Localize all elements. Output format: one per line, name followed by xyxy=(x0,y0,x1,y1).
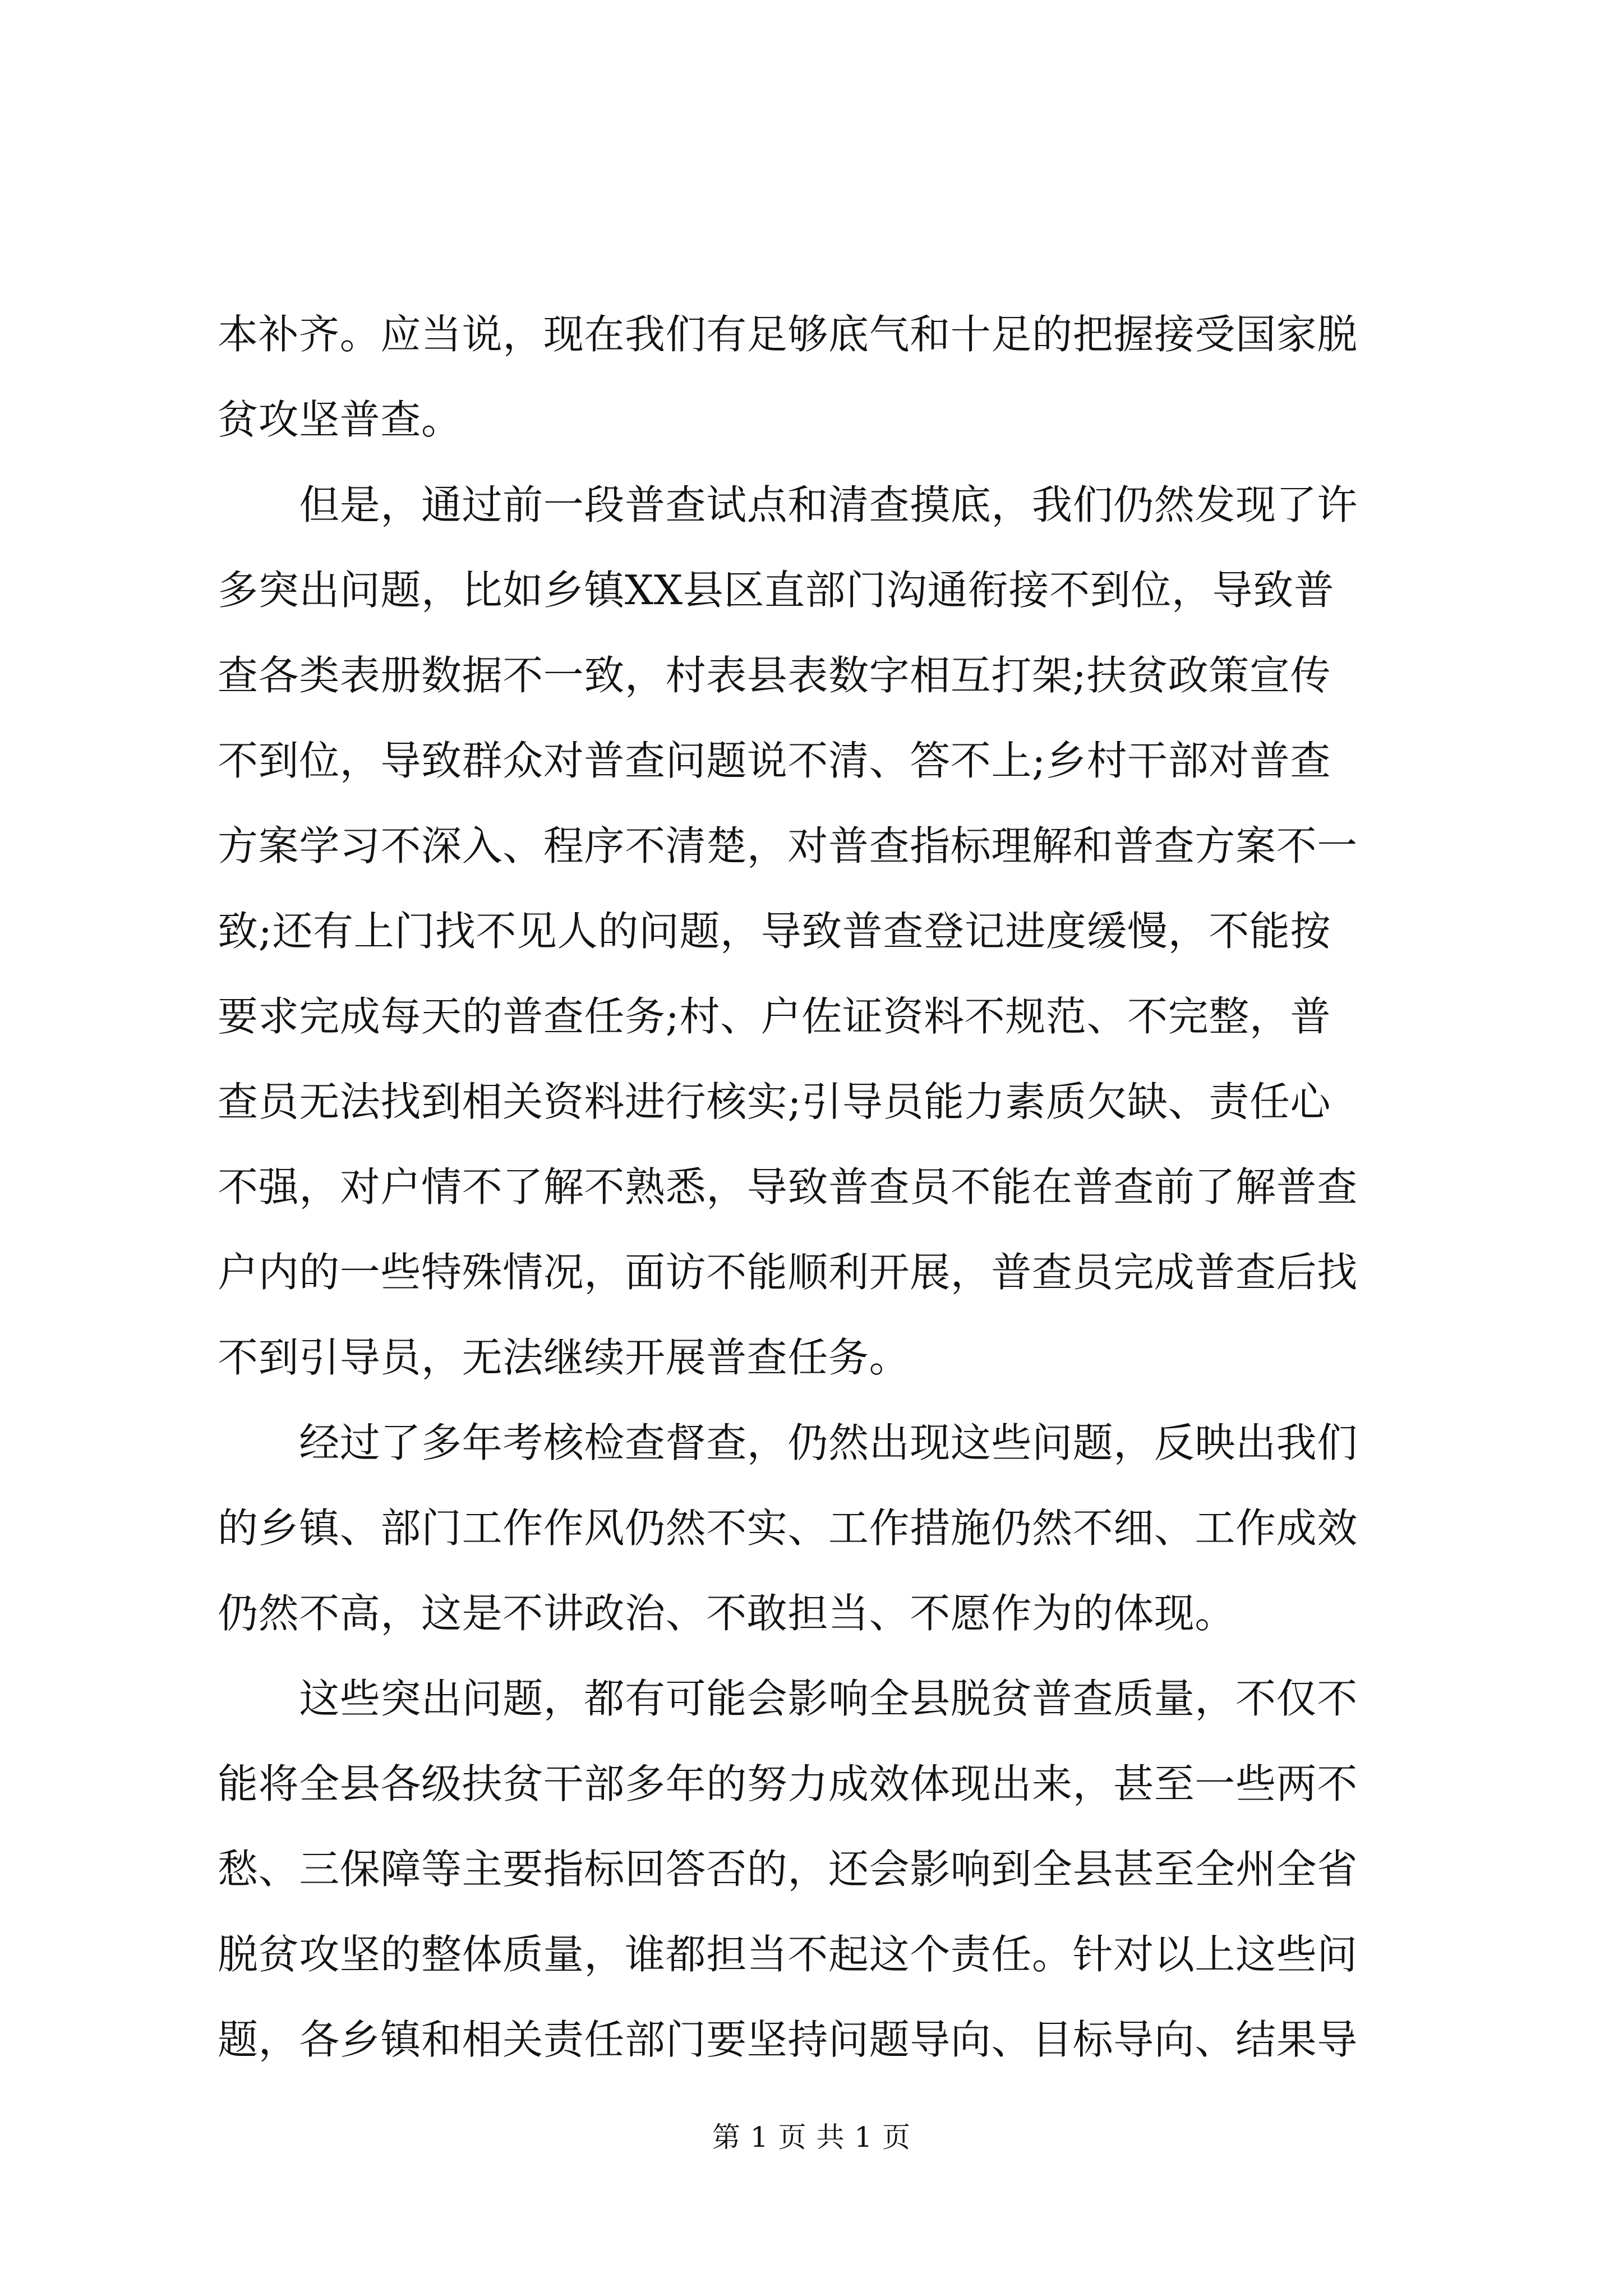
body-text-line: 题，各乡镇和相关责任部门要坚持问题导向、目标导向、结果导 xyxy=(218,2016,1358,2063)
body-text-line: 不强，对户情不了解不熟悉，导致普查员不能在普查前了解普查 xyxy=(218,1163,1358,1211)
body-text-line: 但是，通过前一段普查试点和清查摸底，我们仍然发现了许 xyxy=(218,481,1358,528)
body-text-line: 不到引导员，无法继续开展普查任务。 xyxy=(218,1334,910,1381)
body-text-line: 户内的一些特殊情况，面访不能顺利开展，普查员完成普查后找 xyxy=(218,1249,1358,1296)
body-text-line: 查员无法找到相关资料进行核实;引导员能力素质欠缺、责任心 xyxy=(218,1078,1331,1125)
body-text-line: 脱贫攻坚的整体质量，谁都担当不起这个责任。针对以上这些问 xyxy=(218,1931,1358,1978)
body-text-line: 能将全县各级扶贫干部多年的努力成效体现出来，甚至一些两不 xyxy=(218,1760,1358,1807)
body-text-line: 的乡镇、部门工作作风仍然不实、工作措施仍然不细、工作成效 xyxy=(218,1504,1358,1552)
body-text-line: 愁、三保障等主要指标回答否的，还会影响到全县甚至全州全省 xyxy=(218,1846,1358,1893)
body-text-line: 要求完成每天的普查任务;村、户佐证资料不规范、不完整，普 xyxy=(218,993,1331,1040)
body-text-line: 查各类表册数据不一致，村表县表数字相互打架;扶贫政策宣传 xyxy=(218,652,1331,699)
body-text-line: 多突出问题，比如乡镇XX县区直部门沟通衔接不到位，导致普 xyxy=(218,567,1335,614)
body-text-line: 贫攻坚普查。 xyxy=(218,396,462,443)
body-text-line: 经过了多年考核检查督查，仍然出现这些问题，反映出我们 xyxy=(218,1419,1358,1466)
body-text-line: 致;还有上门找不见人的问题，导致普查登记进度缓慢，不能按 xyxy=(218,908,1331,955)
body-text-line: 方案学习不深入、程序不清楚，对普查指标理解和普查方案不一 xyxy=(218,822,1358,869)
body-text-line: 这些突出问题，都有可能会影响全县脱贫普查质量，不仅不 xyxy=(218,1675,1358,1722)
body-text-line: 仍然不高，这是不讲政治、不敢担当、不愿作为的体现。 xyxy=(218,1590,1236,1637)
body-text-line: 本补齐。应当说，现在我们有足够底气和十足的把握接受国家脱 xyxy=(218,311,1358,358)
body-text-line: 不到位，导致群众对普查问题说不清、答不上;乡村干部对普查 xyxy=(218,737,1331,784)
page-footer: 第 1 页 共 1 页 xyxy=(712,2121,911,2154)
